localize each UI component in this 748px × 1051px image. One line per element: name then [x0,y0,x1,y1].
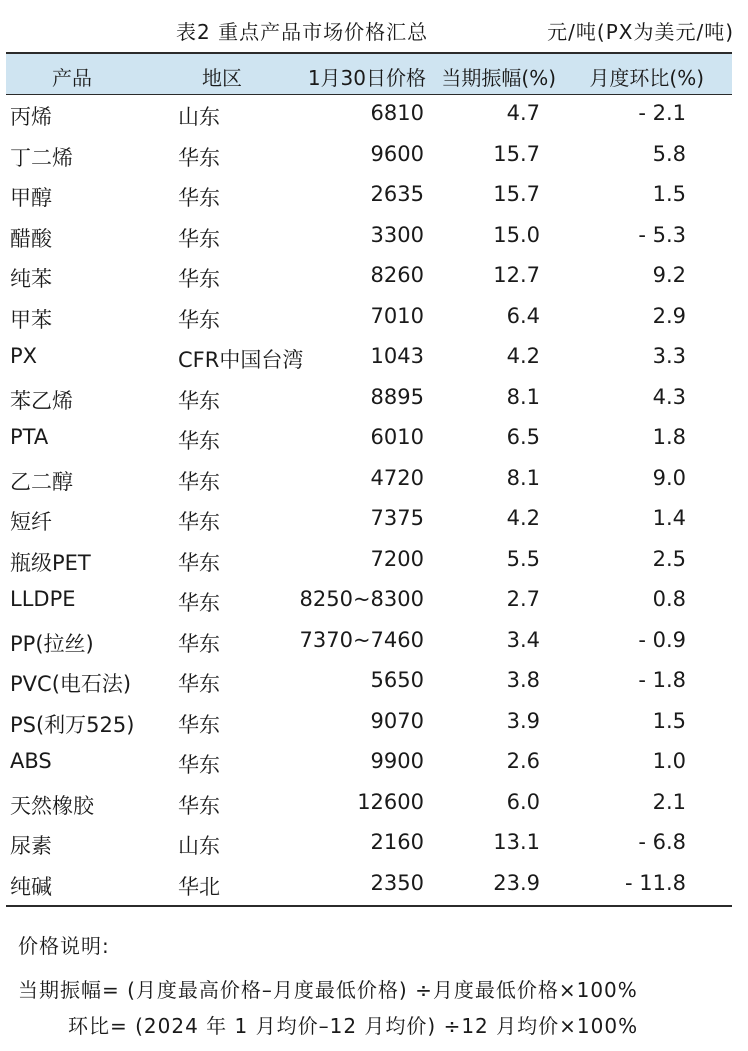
cell-region: 华东 [178,469,220,494]
cell-region: 华东 [178,307,220,332]
cell-price: 7200 [370,546,424,571]
header-region: 地区 [202,66,242,90]
cell-amplitude: 3.9 [506,708,540,733]
table-row [6,824,732,865]
cell-amplitude: 6.5 [506,425,540,449]
cell-product: 丙烯 [10,105,52,129]
cell-mom: 1.8 [652,425,686,449]
table-row [6,460,732,501]
cell-product: 短纤 [10,510,52,534]
cell-mom: - 11.8 [624,870,686,895]
cell-price: 2160 [370,830,424,854]
cell-price: 5650 [370,668,424,692]
cell-price: 2350 [370,870,424,895]
table-row [6,298,732,339]
cell-product: 纯苯 [10,267,52,291]
cell-price: 4720 [370,465,424,490]
cell-amplitude: 6.4 [506,303,540,328]
table-bottom-rule [6,905,732,907]
cell-region: 华东 [178,267,220,291]
cell-amplitude: 8.1 [506,384,540,409]
cell-product: 苯乙烯 [10,388,73,413]
cell-amplitude: 15.0 [493,222,540,247]
cell-region: CFR中国台湾 [178,348,304,372]
table-body [6,95,732,905]
table-row [6,338,732,379]
cell-region: 华东 [178,712,220,737]
cell-product: 醋酸 [10,226,52,251]
cell-region: 华东 [178,429,220,453]
cell-price: 3300 [370,222,424,247]
cell-product: 甲苯 [10,307,52,332]
cell-amplitude: 13.1 [493,830,540,854]
cell-region: 华东 [178,510,220,534]
cell-mom: 1.4 [652,506,686,530]
cell-amplitude: 2.7 [506,587,540,611]
cell-mom: 9.0 [652,465,686,490]
cell-amplitude: 15.7 [493,141,540,166]
table-row [6,217,732,258]
header-price: 1月30日价格 [307,66,426,90]
header-product: 产品 [52,66,92,90]
cell-product: PX [10,344,38,368]
cell-product: PTA [10,425,49,449]
cell-mom: - 0.9 [638,627,686,652]
cell-product: PP(拉丝) [10,631,94,656]
cell-amplitude: 5.5 [506,546,540,571]
cell-price: 6810 [370,101,424,125]
notes-mom-formula: 环比= (2024 年 1 月均价–12 月均价) ÷12 月均价×100% [68,1014,639,1038]
table-row [6,500,732,541]
cell-price: 6010 [370,425,424,449]
table-title: 表2 重点产品市场价格汇总 [176,20,429,44]
cell-price: 7010 [370,303,424,328]
cell-amplitude: 3.8 [506,668,540,692]
cell-region: 华东 [178,186,220,210]
cell-mom: - 2.1 [638,101,686,125]
cell-region: 华东 [178,145,220,170]
table-row [6,95,732,136]
unit-label: 元/吨(PX为美元/吨) [547,20,734,44]
cell-product: 甲醇 [10,186,52,210]
cell-price: 12600 [357,789,424,814]
cell-price: 9070 [370,708,424,733]
table-row [6,541,732,582]
cell-region: 华东 [178,550,220,575]
cell-region: 山东 [178,834,220,858]
cell-product: PS(利万525) [10,712,135,737]
cell-mom: - 1.8 [638,668,686,692]
cell-amplitude: 3.4 [506,627,540,652]
table-row [6,865,732,906]
cell-product: LLDPE [10,587,76,611]
cell-mom: 9.2 [652,263,686,287]
cell-product: 纯碱 [10,874,52,899]
cell-mom: - 5.3 [638,222,686,247]
cell-mom: 2.1 [652,789,686,814]
table-row [6,176,732,217]
cell-mom: 1.5 [652,182,686,206]
cell-mom: 5.8 [652,141,686,166]
cell-price: 8250~8300 [299,587,424,611]
cell-product: 瓶级PET [10,550,91,575]
cell-price: 1043 [370,344,424,368]
cell-price: 2635 [370,182,424,206]
cell-region: 山东 [178,105,220,129]
cell-price: 8895 [370,384,424,409]
cell-region: 华东 [178,793,220,818]
cell-price: 7370~7460 [299,627,424,652]
cell-product: 尿素 [10,834,52,858]
table-row [6,703,732,744]
cell-price: 9600 [370,141,424,166]
table-header [6,52,732,95]
table-row [6,784,732,825]
cell-region: 华东 [178,226,220,251]
header-mom: 月度环比(%) [589,66,704,90]
table-row [6,581,732,622]
cell-amplitude: 23.9 [493,870,540,895]
cell-product: PVC(电石法) [10,672,132,696]
cell-region: 华东 [178,672,220,696]
cell-price: 7375 [370,506,424,530]
table-row [6,257,732,298]
cell-amplitude: 12.7 [493,263,540,287]
cell-region: 华东 [178,591,220,615]
cell-product: 天然橡胶 [10,793,94,818]
table-row [6,743,732,784]
cell-amplitude: 8.1 [506,465,540,490]
table-caption [0,16,748,46]
cell-price: 9900 [370,749,424,773]
cell-amplitude: 2.6 [506,749,540,773]
table-row [6,622,732,663]
table-row [6,662,732,703]
cell-mom: 0.8 [652,587,686,611]
price-table [6,52,732,907]
cell-amplitude: 6.0 [506,789,540,814]
cell-product: ABS [10,749,52,773]
table-row [6,136,732,177]
cell-region: 华北 [178,874,220,899]
cell-amplitude: 15.7 [493,182,540,206]
cell-mom: 3.3 [652,344,686,368]
cell-price: 8260 [370,263,424,287]
cell-amplitude: 4.7 [506,101,540,125]
cell-region: 华东 [178,388,220,413]
cell-mom: 2.5 [652,546,686,571]
cell-product: 丁二烯 [10,145,73,170]
cell-region: 华东 [178,753,220,777]
cell-mom: 4.3 [652,384,686,409]
cell-amplitude: 4.2 [506,344,540,368]
cell-mom: 2.9 [652,303,686,328]
header-amplitude: 当期振幅(%) [441,66,556,90]
notes-amplitude-formula: 当期振幅= (月度最高价格–月度最低价格) ÷月度最低价格×100% [18,978,638,1002]
cell-amplitude: 4.2 [506,506,540,530]
cell-mom: 1.0 [652,749,686,773]
cell-mom: - 6.8 [638,830,686,854]
cell-region: 华东 [178,631,220,656]
cell-mom: 1.5 [652,708,686,733]
cell-product: 乙二醇 [10,469,73,494]
table-row [6,379,732,420]
notes-heading: 价格说明: [18,934,110,958]
table-row [6,419,732,460]
